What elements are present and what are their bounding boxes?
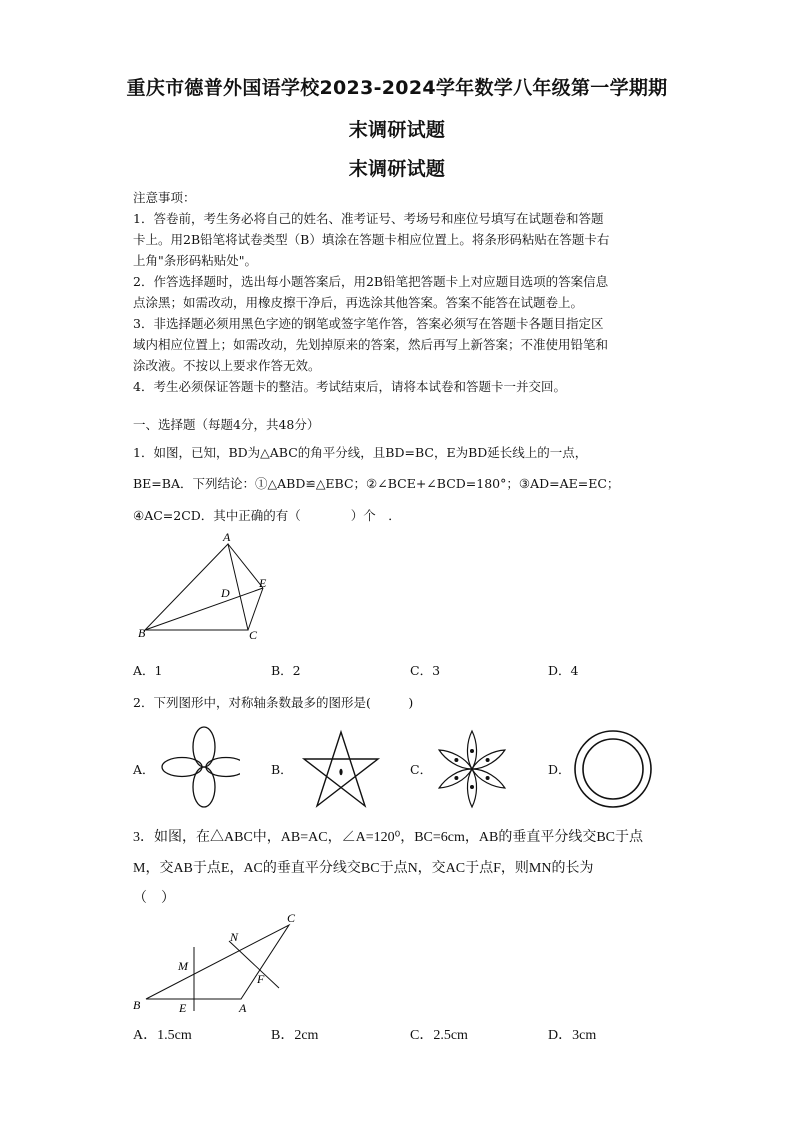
- q1-segment-ec: [248, 588, 263, 630]
- q3-perpendicular-nf: [229, 941, 279, 988]
- notes-line: 3．非选择题必须用黑色字迹的钢笔或签字笔作答，答案必须写在答题卡各题目指定区: [133, 316, 604, 331]
- q3-line1: 3．如图，在△ABC中，AB=AC，∠A=120⁰，BC=6cm，AB的垂直平分线交BC于点: [133, 830, 643, 845]
- q3-triangle-abc: [146, 925, 289, 999]
- q2-option-b[interactable]: B．: [271, 762, 293, 777]
- q1-line2: BE=BA．下列结论：①△ABD≌△EBC；②∠BCE+∠BCD=180°；③AD=AE=EC；: [133, 476, 620, 491]
- q1-option-a[interactable]: A．1: [133, 663, 163, 678]
- q1-label-a: A: [223, 530, 231, 544]
- q3-label-c: C: [287, 911, 296, 925]
- q3-option-d[interactable]: D．3cm: [548, 1028, 597, 1043]
- notes-line: 点涂黑；如需改动，用橡皮擦干净后，再选涂其他答案。答案不能答在试题卷上。: [133, 295, 584, 310]
- notes-line: 涂改液。不按以上要求作答无效。: [133, 358, 321, 373]
- q3-option-b[interactable]: B．2cm: [271, 1028, 319, 1043]
- q3-label-f: F: [257, 972, 265, 986]
- six-petal-flower-shape: [432, 728, 512, 810]
- q3-option-a[interactable]: A．1.5cm: [133, 1028, 192, 1043]
- q3-triangle-figure: [128, 908, 308, 1018]
- exam-title-line3: 末调研试题: [348, 158, 446, 180]
- q1-line3: ④AC=2CD．其中正确的有（ ）个 ．: [133, 508, 401, 523]
- q2-option-d[interactable]: D．: [548, 762, 571, 777]
- q1-triangle-figure: [130, 530, 280, 645]
- q1-segment-be: [145, 588, 263, 630]
- notes-line: 上角"条形码粘贴处"。: [133, 253, 257, 268]
- notes-line: 2．作答选择题时，选出每小题答案后，用2B铅笔把答题卡上对应题目选项的答案信息: [133, 274, 609, 289]
- q2-option-c[interactable]: C．: [410, 762, 433, 777]
- q1-option-c[interactable]: C．3: [410, 663, 441, 678]
- notes-line: 域内相应位置上；如需改动，先划掉原来的答案，然后再写上新答案；不准使用铅笔和: [133, 337, 609, 352]
- q1-label-d: D: [221, 586, 230, 600]
- q3-line2: M，交AB于点E，AC的垂直平分线交BC于点N，交AC于点F，则MN的长为: [133, 861, 594, 876]
- five-point-star-shape: [296, 728, 386, 810]
- q3-label-n: N: [230, 930, 239, 944]
- notes-line: 1．答卷前，考生务必将自己的姓名、准考证号、考场号和座位号填写在试题卷和答题: [133, 211, 604, 226]
- q1-label-c: C: [249, 628, 258, 642]
- q1-triangle-abc: [145, 544, 248, 630]
- q3-line3: （ ）: [133, 891, 175, 906]
- exam-title-line2: 末调研试题: [348, 119, 446, 141]
- q3-label-m: M: [178, 959, 188, 973]
- exam-title-line1: 重庆市德普外国语学校2023-2024学年数学八年级第一学期期: [126, 77, 668, 99]
- section-heading: 一、选择题（每题4分，共48分）: [133, 417, 320, 432]
- q1-line1: 1．如图，已知，BD为△ABC的角平分线，且BD=BC，E为BD延长线上的一点，: [133, 445, 588, 460]
- q1-option-b[interactable]: B．2: [271, 663, 301, 678]
- four-petal-flower-shape: [160, 726, 240, 808]
- q2-option-a[interactable]: A．: [133, 762, 155, 777]
- q3-option-c[interactable]: C．2.5cm: [410, 1028, 468, 1043]
- notes-heading: 注意事项：: [133, 190, 196, 205]
- q1-option-d[interactable]: D．4: [548, 663, 579, 678]
- q1-label-b: B: [138, 626, 146, 640]
- notes-block: [133, 187, 663, 397]
- ring-shape: [572, 728, 656, 810]
- q2-text: 2．下列图形中，对称轴条数最多的图形是( ): [133, 695, 414, 710]
- q1-label-e: E: [259, 576, 267, 590]
- notes-line: 4．考生必须保证答题卡的整洁。考试结束后，请将本试卷和答题卡一并交回。: [133, 379, 566, 394]
- q3-label-b: B: [133, 998, 141, 1012]
- q3-label-e: E: [179, 1001, 187, 1015]
- q3-label-a: A: [239, 1001, 247, 1015]
- notes-line: 卡上。用2B铅笔将试卷类型（B）填涂在答题卡相应位置上。将条形码粘贴在答题卡右: [133, 232, 610, 247]
